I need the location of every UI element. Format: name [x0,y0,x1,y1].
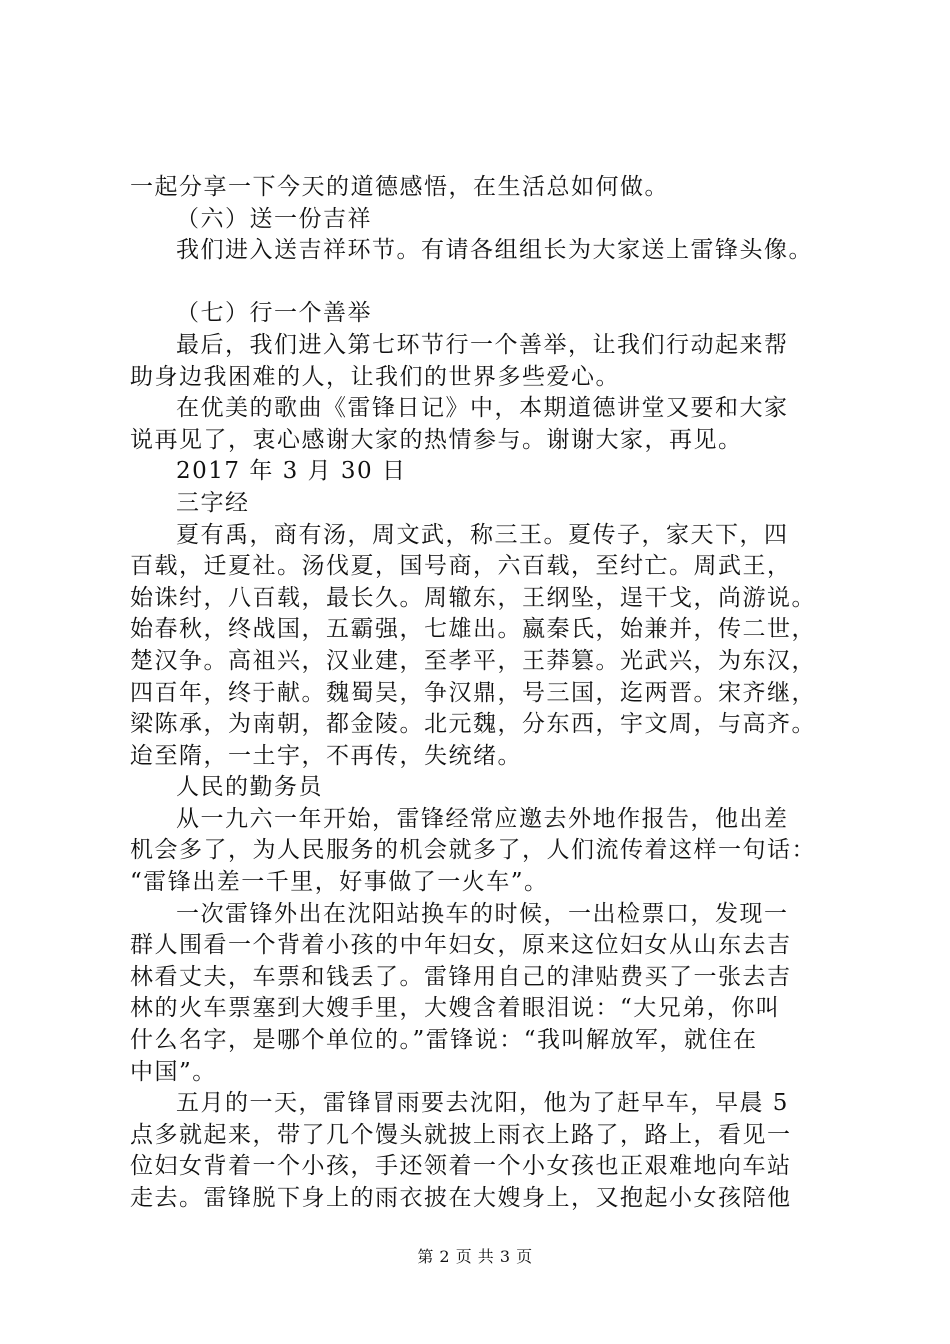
text-line: 助身边我困难的人，让我们的世界多些爱心。 [130,363,620,390]
section-heading-renmin: 人民的勤务员 [176,774,323,801]
text-line: 始诛纣，八百载，最长久。周辙东，王纲坠，逞干戈，尚游说。 [130,584,816,611]
text-line: 什么名字，是哪个单位的。”雷锋说：“我叫解放军，就住在 [130,1027,758,1054]
text-line: 从一九六一年开始，雷锋经常应邀去外地作报告，他出差 [176,805,789,832]
text-line: 走去。雷锋脱下身上的雨衣披在大嫂身上，又抱起小女孩陪他 [130,1185,792,1211]
blank-line [130,267,830,299]
text-line: 五月的一天，雷锋冒雨要去沈阳，他为了赶早车，早晨 5 [176,1090,789,1117]
text-line: 四百年，终于献。魏蜀吴，争汉鼎，号三国，迄两晋。宋齐继， [130,679,816,706]
text-line: 位妇女背着一个小孩，手还领着一个小女孩也正艰难地向车站 [130,1153,792,1180]
text-line: 在优美的歌曲《雷锋日记》中，本期道德讲堂又要和大家 [176,395,789,422]
text-line: 我们进入送吉祥环节。有请各组组长为大家送上雷锋头像。 [176,237,813,264]
text-line: 机会多了，为人民服务的机会就多了，人们流传着这样一句话： [130,837,816,864]
text-line: 群人围看一个背着小孩的中年妇女，原来这位妇女从山东去吉 [130,932,792,959]
page-number-footer: 第 2 页 共 3 页 [417,1247,533,1266]
text-line: 梁陈承，为南朝，都金陵。北元魏，分东西，宇文周，与高齐。 [130,711,816,738]
section-heading-sanzijing: 三字经 [176,489,250,516]
section-heading-seven: （七）行一个善举 [176,300,372,327]
text-line: 一起分享一下今天的道德感悟，在生活总如何做。 [130,174,669,200]
text-line: 林的火车票塞到大嫂手里，大嫂含着眼泪说：“大兄弟，你叫 [130,995,781,1022]
text-line: 百载，迁夏社。汤伐夏，国号商，六百载，至纣亡。周武王， [130,553,792,580]
text-line: 夏有禹，商有汤，周文武，称三王。夏传子，家天下，四 [176,521,789,548]
text-line: 迨至隋，一土宇，不再传，失统绪。 [130,742,522,769]
text-line: 中国”。 [130,1058,217,1085]
text-line: 点多就起来，带了几个馒头就披上雨衣上路了，路上，看见一 [130,1121,792,1148]
text-line: 说再见了，衷心感谢大家的热情参与。谢谢大家，再见。 [130,426,743,453]
text-line: 林看丈夫，车票和钱丢了。雷锋用自己的津贴费买了一张去吉 [130,963,792,990]
text-line: “雷锋出差一千里，好事做了一火车”。 [130,869,549,896]
date-line: 2017 年 3 月 30 日 [176,458,407,485]
text-line: 始春秋，终战国，五霸强，七雄出。嬴秦氏，始兼并，传二世， [130,616,816,643]
text-line: 楚汉争。高祖兴，汉业建，至孝平，王莽篡。光武兴，为东汉， [130,647,816,674]
text-line: 最后，我们进入第七环节行一个善举，让我们行动起来帮 [176,331,789,358]
section-heading-six: （六）送一份吉祥 [176,205,372,232]
text-line: 一次雷锋外出在沈阳站换车的时候，一出检票口，发现一 [176,900,789,927]
document-body [130,172,830,1215]
